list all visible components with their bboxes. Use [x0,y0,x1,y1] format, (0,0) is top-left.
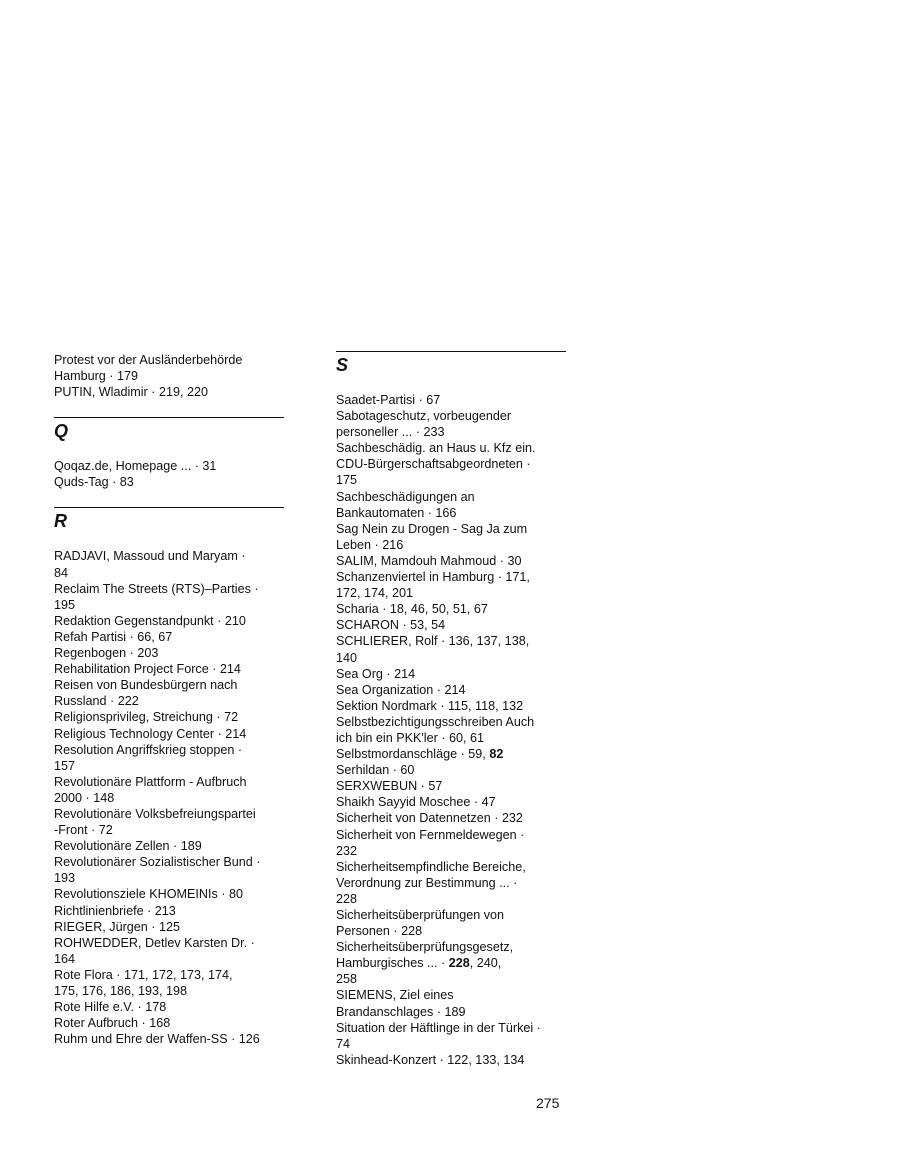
section-letter-q: Q [54,421,69,442]
index-entry: Revolutionäre Zellen · 189 [54,839,202,854]
index-entry: Sea Organization · 214 [336,682,466,697]
index-entry: ROHWEDDER, Detlev Karsten Dr. · 164 [54,935,255,966]
index-entry: SERXWEBUN · 57 [336,779,443,794]
index-entry: Rehabilitation Project Force · 214 [54,662,241,677]
index-entry: Sicherheit von Fernmeldewegen · 232 [336,827,525,858]
index-entry: Sea Org · 214 [336,666,416,681]
section-rule [54,417,284,418]
index-entry: Protest vor der Ausländerbehörde Hamburg · 179 [54,353,243,384]
index-entry: Reisen von Bundesbürgern nach Russland · 222 [54,678,238,709]
index-entry: Sicherheitsüberprüfungsgesetz, Hamburgisches ... · 228, 240, 258 [336,940,514,987]
index-entry: Resolution Angriffskrieg stoppen · 157 [54,742,243,773]
index-entry: Sachbeschädigungen an Bankautomaten · 166 [336,489,475,520]
index-column-right [336,351,568,1068]
index-entry: Ruhm und Ehre der Waffen-SS · 126 [54,1032,260,1047]
index-entry: Refah Partisi · 66, 67 [54,629,173,644]
index-entry: SIEMENS, Ziel eines Brandanschlages · 189 [336,988,466,1019]
index-entry: Quds-Tag · 83 [54,475,134,490]
index-entry: Scharia · 18, 46, 50, 51, 67 [336,602,488,617]
index-entry: Redaktion Gegenstandpunkt · 210 [54,613,246,628]
index-entry: Revolutionärer Sozialistischer Bund · 193 [54,855,261,886]
index-entry: Rote Flora · 171, 172, 173, 174, 175, 176, 186, 193, 198 [54,967,233,998]
index-entry: Selbstmordanschläge · 59, 82 [336,747,504,762]
index-entry: Roter Aufbruch · 168 [54,1016,171,1031]
page-number: 275 [536,1095,560,1111]
index-entry: Qoqaz.de, Homepage ... · 31 [54,459,217,474]
section-letter-r: R [54,511,67,532]
section-rule [54,507,284,508]
index-entry: Situation der Häftlinge in der Türkei · 74 [336,1020,541,1051]
index-entry: Serhildan · 60 [336,763,415,778]
index-entry: RADJAVI, Massoud und Maryam · 84 [54,549,246,580]
index-entry: Regenbogen · 203 [54,646,159,661]
index-entry: Revolutionsziele KHOMEINIs · 80 [54,887,243,902]
index-entry: Selbstbezichtigungsschreiben Auch ich bin ein PKK'ler · 60, 61 [336,714,535,745]
index-entry: Sektion Nordmark · 115, 118, 132 [336,698,524,713]
index-entry: Religious Technology Center · 214 [54,726,247,741]
index-entry: PUTIN, Wladimir · 219, 220 [54,385,208,400]
index-entry: Sicherheit von Datennetzen · 232 [336,811,523,826]
index-entry: Revolutionäre Plattform - Aufbruch 2000 · 148 [54,774,247,805]
index-entry: Sachbeschädig. an Haus u. Kfz ein. CDU-Bürgerschaftsabgeordneten · 175 [336,441,536,488]
index-entry: Sicherheitsempfindliche Bereiche, Verordnung zur Bestimmung ... · 228 [336,859,526,906]
index-entry: Sicherheitsüberprüfungen von Personen · 228 [336,908,505,939]
index-entry: Religionsprivileg, Streichung · 72 [54,710,239,725]
index-entry: Saadet-Partisi · 67 [336,393,441,407]
index-entry: Rote Hilfe e.V. · 178 [54,1000,167,1015]
index-entry: RIEGER, Jürgen · 125 [54,919,180,934]
index-entry: SCHLIERER, Rolf · 136, 137, 138, 140 [336,634,530,665]
index-entry: Revolutionäre Volksbefreiungspartei -Front · 72 [54,806,256,838]
index-entry: SCHARON · 53, 54 [336,618,446,633]
index-entry: Shaikh Sayyid Moschee · 47 [336,795,496,810]
index-column-left [54,352,286,1047]
section-letter-s: S [336,355,349,375]
index-entry: Reclaim The Streets (RTS)–Parties · 195 [54,581,259,612]
index-entry: Schanzenviertel in Hamburg · 171, 172, 174, 201 [336,570,530,601]
index-entry: Sag Nein zu Drogen - Sag Ja zum Leben · 216 [336,521,528,552]
index-entry: Skinhead-Konzert · 122, 133, 134 [336,1052,525,1067]
section-rule [336,351,566,352]
index-entry: SALIM, Mamdouh Mahmoud · 30 [336,553,522,568]
index-entry: Sabotageschutz, vorbeugender personeller ... · 233 [336,409,512,440]
index-entry: Richtlinienbriefe · 213 [54,903,176,918]
